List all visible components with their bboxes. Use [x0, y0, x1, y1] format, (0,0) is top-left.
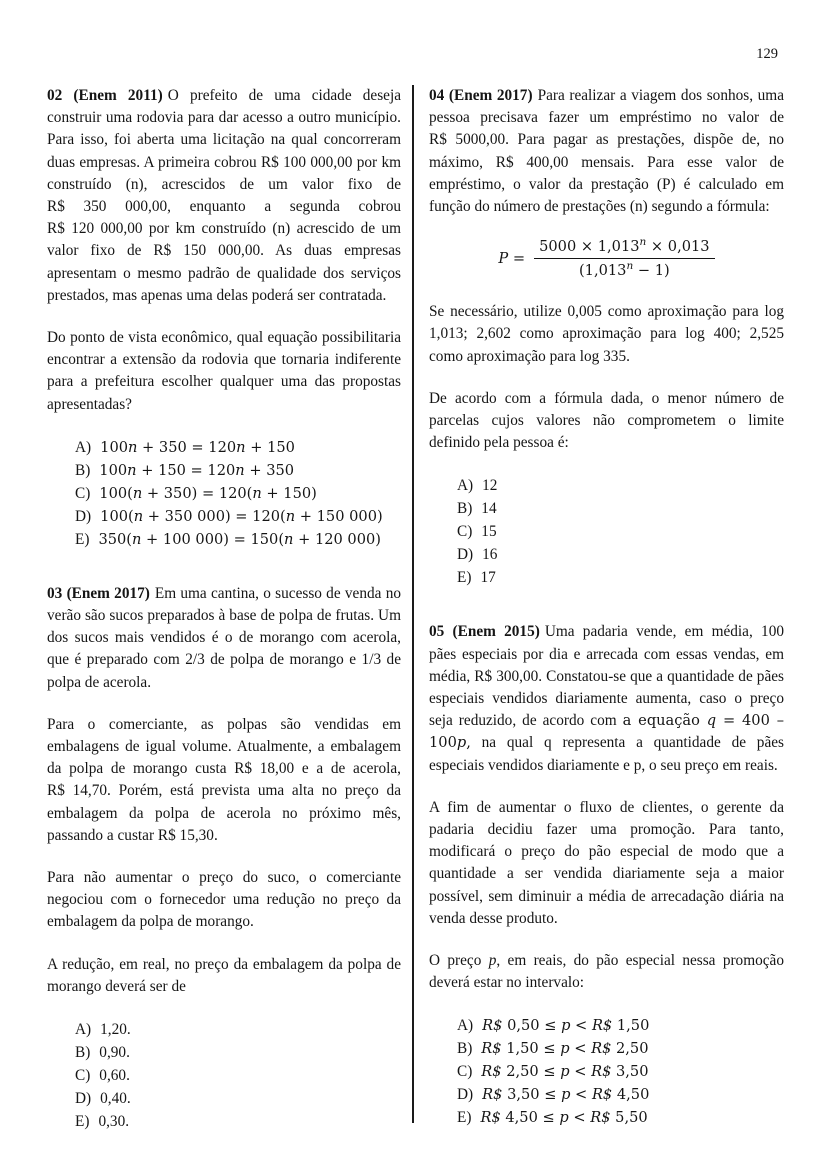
option-label: B)	[457, 500, 473, 518]
option-row	[457, 1014, 784, 1037]
question-04-prompt: De acordo com a fórmula dada, o menor número de parcelas cujos valores não comprometem o limite definido pela pessoa é:	[429, 389, 784, 452]
question-03	[47, 583, 401, 1133]
option-text: 0,40.	[100, 1090, 131, 1108]
option-label: D)	[457, 546, 474, 564]
question-04-options	[457, 474, 784, 589]
option-text: 100(n + 350) = 120(n + 150)	[99, 484, 317, 502]
option-row	[457, 520, 784, 543]
option-label: C)	[457, 1063, 473, 1081]
question-05-options	[457, 1014, 784, 1129]
question-03-statement	[47, 583, 401, 694]
option-label: E)	[457, 569, 472, 587]
question-04	[429, 85, 784, 589]
formula-lhs: P =	[498, 250, 526, 268]
question-04-statement	[429, 85, 784, 218]
option-text: 14	[481, 500, 497, 518]
option-text: 0,30.	[98, 1113, 130, 1131]
question-03-paragraph: Para não aumentar o preço do suco, o comerciante negociou com o fornecedor uma redução no preço da embalagem da polpa de morango.	[47, 869, 401, 931]
option-label: D)	[75, 507, 92, 525]
option-text: 15	[481, 523, 497, 541]
option-label: C)	[75, 1067, 91, 1085]
option-label: A)	[75, 1021, 92, 1039]
question-03-text: Em uma cantina, o sucesso de venda no verão são sucos preparados à base de polpa de frutas. Um dos sucos mais vendidos é o de morango com acerola, que é preparado com 2/3 de polpa de morango e 1/3 de polpa de acerola.	[47, 584, 401, 691]
option-row	[75, 482, 401, 505]
page-number: 129	[756, 46, 778, 62]
option-row	[457, 474, 784, 497]
option-row	[457, 1106, 784, 1129]
option-row	[75, 459, 401, 482]
question-03-prompt: A redução, em real, no preço da embalagem da polpa de morango deverá ser de	[47, 955, 401, 995]
option-label: E)	[457, 1109, 472, 1127]
left-column	[47, 85, 401, 1165]
question-02-options	[75, 436, 401, 551]
option-label: B)	[75, 461, 91, 479]
option-text: 17	[480, 569, 496, 587]
option-text: R$ 3,50 ≤ p < R$ 4,50	[482, 1086, 650, 1104]
question-02-text: O prefeito de uma cidade deseja construir uma rodovia para dar acesso a outro município. Para isso, foi aberta uma licitação na qual concorreram duas empresas. A primeira cobrou R$ 100 000,00 por km construído (n), acrescidos de um valor fixo de R$ 350 000,00, enquanto a segunda cobrou R$ 120 000,00 por km construído (n) acrescido de um valor fixo de R$ 150 000,00. As duas empresas apresentam o mesmo padrão de qualidade dos serviços prestados, mas apenas uma delas poderá ser contratada.	[47, 87, 401, 304]
option-text: R$ 4,50 ≤ p < R$ 5,50	[480, 1109, 648, 1127]
option-row	[457, 1037, 784, 1060]
question-02	[47, 85, 401, 551]
option-text: 0,90.	[99, 1044, 130, 1062]
option-label: C)	[457, 523, 473, 541]
option-label: B)	[457, 1040, 473, 1058]
formula-fraction	[534, 238, 715, 279]
column-divider	[412, 85, 414, 1123]
option-text: 350(n + 100 000) = 150(n + 120 000)	[98, 530, 381, 548]
right-column	[429, 85, 784, 1161]
question-03-paragraph: Para o comerciante, as polpas são vendidas em embalagens de igual volume. Atualmente, a embalagem da polpa de morango custa R$ 18,00 e a de acerola, R$ 14,70. Porém, está prevista uma alta no preço da embalagem da polpa de acerola no próximo mês, passando a custar R$ 15,30.	[47, 715, 401, 844]
question-03-number: 03 (Enem 2017)	[47, 584, 150, 602]
option-row	[457, 1083, 784, 1106]
option-row	[457, 543, 784, 566]
option-text: R$ 2,50 ≤ p < R$ 3,50	[481, 1063, 649, 1081]
question-03-options	[75, 1018, 401, 1133]
option-text: R$ 0,50 ≤ p < R$ 1,50	[482, 1017, 650, 1035]
option-label: A)	[457, 477, 474, 495]
question-05-text: Uma padaria vende, em média, 100 pães especiais por dia e arrecada com essas vendas, em média, R$ 300,00. Constatou-se que a quantidade de pães especiais vendidos diariamente aumenta, caso o preço seja reduzido, de acordo com	[429, 623, 784, 730]
question-05-prompt: O preço p, em reais, do pão especial nessa promoção deverá estar no intervalo:	[429, 952, 784, 992]
option-row	[75, 505, 401, 528]
option-row	[75, 1087, 401, 1110]
question-02-number: 02 (Enem 2011)	[47, 87, 163, 104]
option-row	[457, 566, 784, 589]
installment-formula	[429, 238, 784, 279]
option-row	[75, 1041, 401, 1064]
formula-numerator: $5000 \times 1,013^n \times 0,013$	[534, 238, 715, 259]
option-text: 100n + 150 = 120n + 350	[99, 461, 295, 479]
option-label: D)	[75, 1090, 92, 1108]
option-text: 1,20.	[100, 1021, 131, 1039]
option-label: A)	[457, 1017, 474, 1035]
option-label: D)	[457, 1086, 474, 1104]
question-05-paragraph: A fim de aumentar o fluxo de clientes, o gerente da padaria decidiu fazer uma promoção. Para tanto, modificará o preço do pão especial de modo que a quantidade a ser vendida diariamente seja a maior possível, sem diminuir a média de arrecadação diária na venda desse produto.	[429, 798, 784, 927]
option-row	[75, 1110, 401, 1133]
option-text: R$ 1,50 ≤ p < R$ 2,50	[481, 1040, 649, 1058]
option-text: 100n + 350 = 120n + 150	[100, 438, 295, 456]
question-04-paragraph: Se necessário, utilize 0,005 como aproximação para log 1,013; 2,602 como aproximação para log 400; 2,525 como aproximação para log 335.	[429, 303, 784, 365]
question-05-text-continued: na qual q representa a quantidade de pães especiais vendidos diariamente e p, o seu preço em reais.	[429, 734, 784, 774]
option-row	[75, 1064, 401, 1087]
option-label: B)	[75, 1044, 91, 1062]
question-04-number: 04 (Enem 2017)	[429, 87, 533, 104]
question-04-text: Para realizar a viagem dos sonhos, uma pessoa precisava fazer um empréstimo no valor de R$ 5000,00. Para pagar as prestações, dispõe de, no máximo, R$ 400,00 mensais. Para esse valor de empréstimo, o valor da prestação (P) é calculado em função do número de prestações (n) segundo a fórmula:	[429, 87, 784, 216]
option-label: C)	[75, 484, 91, 502]
option-row	[75, 1018, 401, 1041]
question-02-statement	[47, 85, 401, 307]
option-row	[457, 1060, 784, 1083]
option-label: E)	[75, 1113, 90, 1131]
question-05-number: 05 (Enem 2015)	[429, 623, 540, 641]
formula-denominator: $(1,013^n - 1)$	[578, 260, 670, 280]
option-row	[457, 497, 784, 520]
option-text: 100(n + 350 000) = 120(n + 150 000)	[100, 507, 383, 525]
question-05	[429, 621, 784, 1129]
option-row	[75, 436, 401, 459]
option-label: A)	[75, 438, 92, 456]
option-text: 12	[482, 477, 498, 495]
option-text: 16	[482, 546, 498, 564]
question-02-prompt: Do ponto de vista econômico, qual equação possibilitaria encontrar a extensão da rodovia que tornaria indiferente para a prefeitura escolher qualquer uma das propostas apresentadas?	[47, 329, 401, 413]
option-label: E)	[75, 530, 90, 548]
demand-equation: a equação q = 400 – 100p,	[429, 712, 785, 752]
question-05-statement	[429, 621, 784, 776]
option-text: 0,60.	[99, 1067, 130, 1085]
option-row	[75, 528, 401, 551]
